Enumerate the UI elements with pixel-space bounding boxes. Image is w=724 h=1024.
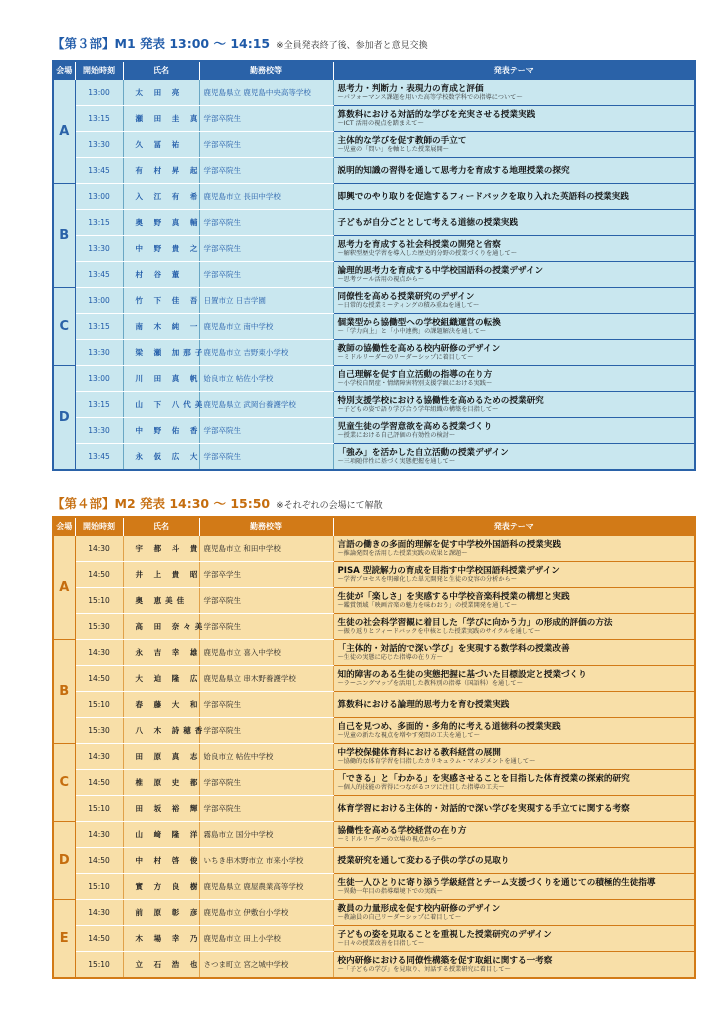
school-cell: 霧島市立 国分中学校	[199, 822, 333, 848]
table-row	[53, 314, 695, 340]
theme-subtitle: ～児童の「問い」を軸とした授業展開～	[337, 146, 449, 153]
theme-cell	[333, 822, 695, 848]
theme-title: 「強み」を活かした自立活動の授業デザイン	[337, 447, 509, 458]
table-row	[53, 236, 695, 262]
table-row	[53, 848, 695, 874]
name-cell: 中 野 貴 之	[123, 236, 199, 262]
school-cell: さつま町立 宮之城中学校	[199, 952, 333, 978]
header-name: 氏名	[123, 61, 199, 80]
header-time: 開始時刻	[75, 61, 123, 80]
theme-subtitle: ～ICT 活用の視点を踏まえて～	[337, 120, 424, 127]
table-row	[53, 262, 695, 288]
theme-title: 中学校保健体育科における教科経営の展開	[337, 748, 501, 758]
table-row	[53, 392, 695, 418]
name-cell: 南 木 純 一	[123, 314, 199, 340]
time-cell: 13:00	[75, 80, 123, 106]
theme-subtitle: ～児童の新たな視点を増やす発問の工夫を通して～	[337, 732, 480, 739]
theme-title: 同僚性を高める授業研究のデザイン	[337, 292, 475, 302]
theme-subtitle: ～異動一年目の指導環境下での実践～	[337, 888, 443, 895]
theme-subtitle: ～「子どもの学び」を見取り、対話する授業研究に着目して～	[337, 965, 511, 973]
time-cell: 14:50	[75, 666, 123, 692]
name-cell: 井 上 貴 昭	[123, 562, 199, 588]
theme-title: 授業研究を通して変わる子供の学びの見取り	[337, 855, 510, 866]
venue-cell: E	[53, 900, 75, 978]
theme-cell	[333, 366, 695, 392]
venue-cell: A	[53, 80, 75, 184]
name-cell: 入 江 有 希	[123, 184, 199, 210]
name-cell: 田 坂 裕 輝	[123, 796, 199, 822]
theme-subtitle: ～学習プロセスを明確化した単元開発と生徒の変容の分析から～	[337, 576, 517, 583]
name-cell: 宇 都 斗 貴	[123, 536, 199, 562]
header-school: 勤務校等	[199, 517, 333, 536]
theme-title: 教員の力量形成を促す校内研修のデザイン	[337, 904, 501, 914]
name-cell: 立 石 浩 也	[123, 952, 199, 978]
section4-table	[52, 516, 696, 979]
theme-cell	[333, 392, 695, 418]
header-theme: 発表テーマ	[333, 61, 695, 80]
theme-title: 算数科における論理的思考力を育む授業実践	[337, 699, 510, 710]
school-cell: 鹿児島市立 和田中学校	[199, 536, 333, 562]
school-cell: 学部卒院生	[199, 418, 333, 444]
theme-cell	[333, 236, 695, 262]
school-cell: 日置市立 日吉学園	[199, 288, 333, 314]
time-cell: 13:15	[75, 314, 123, 340]
venue-cell: D	[53, 366, 75, 470]
school-cell: 鹿児島市立 田上小学校	[199, 926, 333, 952]
section4-note: ※それぞれの会場にて解散	[276, 501, 383, 511]
theme-title: 自己理解を促す自立活動の指導の在り方	[337, 370, 493, 380]
school-cell: 姶良市立 帖佐中学校	[199, 744, 333, 770]
venue-cell: C	[53, 744, 75, 822]
name-cell: 高 田 奈々美	[123, 614, 199, 640]
name-cell: 春 藤 大 和	[123, 692, 199, 718]
theme-subtitle: ～振り返りとフィードバックを中核とした授業実践のサイクルを通して～	[337, 628, 541, 635]
school-cell: 鹿児島市立 喜入中学校	[199, 640, 333, 666]
theme-cell	[333, 926, 695, 952]
school-cell: 学部卒院生	[199, 718, 333, 744]
school-cell: 学部卒学生	[199, 562, 333, 588]
name-cell: 中 村 啓 俊	[123, 848, 199, 874]
theme-subtitle: ～個人的技能の習得につながるコツに注目した指導の工夫～	[337, 784, 505, 791]
time-cell: 14:30	[75, 640, 123, 666]
school-cell: 学部卒院生	[199, 106, 333, 132]
theme-subtitle: ～日々の授業改善を目指して～	[337, 940, 425, 947]
time-cell: 13:45	[75, 444, 123, 470]
name-cell: 山 﨑 隆 洋	[123, 822, 199, 848]
theme-title: 生徒が「楽しさ」を実感する中学校音楽科授業の構想と実践	[337, 592, 570, 602]
theme-title: 思考力・判断力・表現力の育成と評価	[337, 83, 484, 94]
theme-title: PISA 型読解力の育成を目指す中学校国語科授業デザイン	[337, 566, 560, 576]
name-cell: 前 原 彰 彦	[123, 900, 199, 926]
theme-title: 子どもが自分ごととして考える道徳の授業実践	[337, 217, 518, 228]
table-row	[53, 718, 695, 744]
time-cell: 15:10	[75, 874, 123, 900]
school-cell: 学部卒院生	[199, 236, 333, 262]
header-name: 氏名	[123, 517, 199, 536]
theme-subtitle: ～解釈型歴史学習を導入した歴史的分野の授業づくりを通して～	[337, 250, 517, 257]
table-row	[53, 926, 695, 952]
time-cell: 13:00	[75, 184, 123, 210]
section4-table-wrap	[52, 516, 696, 979]
school-cell: 鹿児島市立 長田中学校	[199, 184, 333, 210]
header-theme: 発表テーマ	[333, 517, 695, 536]
name-cell: 中 野 佑 香	[123, 418, 199, 444]
name-cell: 奥 恵美佳	[123, 588, 199, 614]
school-cell: 鹿児島県立 串木野養護学校	[199, 666, 333, 692]
section3-title: 【第３部】M1 発表 13:00 ～ 14:15 ※全員発表終了後、参加者と意見交換	[52, 36, 428, 51]
theme-cell	[333, 158, 695, 184]
theme-title: 教師の協働性を高める校内研修のデザイン	[337, 344, 501, 354]
theme-subtitle: ～子どもの姿で語り学び合う学年組織の構築を目指して～	[337, 406, 499, 413]
name-cell: 田 原 真 志	[123, 744, 199, 770]
time-cell: 13:30	[75, 418, 123, 444]
table-row	[53, 666, 695, 692]
school-cell: 鹿児島県立 鹿屋農業高等学校	[199, 874, 333, 900]
time-cell: 13:45	[75, 158, 123, 184]
name-cell: 太 田 亮	[123, 80, 199, 106]
name-cell: 椎 原 史 都	[123, 770, 199, 796]
theme-cell	[333, 874, 695, 900]
theme-cell	[333, 536, 695, 562]
header-time: 開始時刻	[75, 517, 123, 536]
table-row	[53, 952, 695, 978]
school-cell: 鹿児島県立 武岡台養護学校	[199, 392, 333, 418]
name-cell: 木 場 幸 乃	[123, 926, 199, 952]
table-row	[53, 106, 695, 132]
section3-table	[52, 60, 696, 471]
table-row	[53, 366, 695, 392]
table-row	[53, 288, 695, 314]
time-cell: 13:30	[75, 236, 123, 262]
theme-cell	[333, 288, 695, 314]
theme-cell	[333, 132, 695, 158]
time-cell: 15:30	[75, 614, 123, 640]
theme-cell	[333, 210, 695, 236]
time-cell: 15:10	[75, 952, 123, 978]
school-cell: 姶良市立 帖佐小学校	[199, 366, 333, 392]
theme-subtitle: ～思考ツール活用の視点から～	[337, 276, 425, 283]
theme-cell	[333, 640, 695, 666]
theme-title: 思考力を育成する社会科授業の開発と省察	[337, 240, 501, 250]
theme-subtitle: ～授業における自己評価の有効性の検討～	[337, 432, 456, 439]
name-cell: 久 冨 祐	[123, 132, 199, 158]
time-cell: 15:10	[75, 588, 123, 614]
name-cell: 永 吉 幸 雄	[123, 640, 199, 666]
theme-cell	[333, 340, 695, 366]
theme-subtitle: ～「学力向上」と「小中連携」の課題解決を通して～	[337, 328, 486, 335]
school-cell: 学部卒院生	[199, 692, 333, 718]
theme-title: 体育学習における主体的・対話的で深い学びを実現する手立てに関する考察	[337, 803, 630, 814]
theme-title: 自己を見つめ、多面的・多角的に考える道徳科の授業実践	[337, 722, 561, 732]
theme-subtitle: ～鑑賞領域「映画音楽の魅力を味わおう」の授業開発を通して～	[337, 602, 517, 609]
table-row	[53, 210, 695, 236]
school-cell: 鹿児島市立 伊敷台小学校	[199, 900, 333, 926]
table-row	[53, 796, 695, 822]
theme-title: 児童生徒の学習意欲を高める授業づくり	[337, 422, 493, 432]
theme-title: 知的障害のある生徒の実態把握に基づいた目標設定と授業づくり	[337, 670, 587, 680]
theme-cell	[333, 718, 695, 744]
table-row	[53, 822, 695, 848]
time-cell: 13:00	[75, 366, 123, 392]
table-row	[53, 692, 695, 718]
name-cell: 山 下 八代美	[123, 392, 199, 418]
name-cell: 村 谷 董	[123, 262, 199, 288]
time-cell: 14:50	[75, 926, 123, 952]
table-row	[53, 562, 695, 588]
theme-cell	[333, 562, 695, 588]
table-row	[53, 80, 695, 106]
theme-title: 「できる」と「わかる」を実感させることを目指した体育授業の探索的研究	[337, 774, 630, 784]
theme-cell	[333, 418, 695, 444]
theme-cell	[333, 666, 695, 692]
theme-cell	[333, 770, 695, 796]
school-cell: 学部卒院生	[199, 796, 333, 822]
table-row	[53, 132, 695, 158]
table-row	[53, 900, 695, 926]
theme-cell	[333, 80, 695, 106]
header-school: 勤務校等	[199, 61, 333, 80]
theme-title: 個業型から協働型への学校組織運営の転換	[337, 318, 501, 328]
name-cell: 永 仮 広 大	[123, 444, 199, 470]
name-cell: 梁 瀬 加那子	[123, 340, 199, 366]
time-cell: 13:45	[75, 262, 123, 288]
theme-cell	[333, 314, 695, 340]
table-row	[53, 158, 695, 184]
theme-subtitle: ～日常的な授業ミーティングの積み重ねを通して～	[337, 302, 480, 309]
theme-title: 特別支援学校における協働性を高めるための授業研究	[337, 396, 544, 406]
venue-cell: A	[53, 536, 75, 640]
theme-subtitle: ～生徒の実態に応じた指導の在り方～	[337, 654, 443, 661]
header-venue: 会場	[53, 61, 75, 80]
school-cell: いちき串木野市立 市来小学校	[199, 848, 333, 874]
time-cell: 13:15	[75, 210, 123, 236]
theme-title: 論理的思考力を育成する中学校国語科の授業デザイン	[337, 266, 544, 276]
time-cell: 14:50	[75, 562, 123, 588]
venue-cell: B	[53, 184, 75, 288]
venue-cell: B	[53, 640, 75, 744]
header-venue: 会場	[53, 517, 75, 536]
time-cell: 14:30	[75, 900, 123, 926]
theme-cell	[333, 848, 695, 874]
venue-cell: C	[53, 288, 75, 366]
theme-title: 協働性を高める学校経営の在り方	[337, 826, 467, 836]
section3-note: ※全員発表終了後、参加者と意見交換	[276, 41, 428, 51]
theme-subtitle: ～ミドルリーダーの立場の視点から～	[337, 836, 443, 843]
table-row	[53, 536, 695, 562]
school-cell: 学部卒院生	[199, 262, 333, 288]
theme-title: 算数科における対話的な学びを充実させる授業実践	[337, 110, 536, 120]
theme-subtitle: ～教諭員の自己リーダーシップに着目して～	[337, 914, 462, 921]
theme-subtitle: ～小学校自閉症・情緒障害特別支援学級における実践～	[337, 380, 493, 387]
theme-title: 言語の働きの多面的理解を促す中学校外国語科の授業実践	[337, 539, 561, 550]
theme-cell	[333, 588, 695, 614]
theme-subtitle: ～パフォーマンス課題を用いた高等学校数学科での指導について～	[337, 93, 523, 101]
theme-cell	[333, 262, 695, 288]
theme-title: 生徒一人ひとりに寄り添う学級経営とチーム支援づくりを通じての積極的生徒指導	[337, 878, 656, 888]
time-cell: 14:50	[75, 848, 123, 874]
table-row	[53, 614, 695, 640]
table-row	[53, 874, 695, 900]
theme-title: 主体的な学びを促す教師の手立て	[337, 136, 467, 146]
school-cell: 鹿児島市立 吉野東小学校	[199, 340, 333, 366]
theme-subtitle: ～ミドルリーダーのリーダーシップに着目して～	[337, 354, 474, 361]
time-cell: 15:30	[75, 718, 123, 744]
time-cell: 13:00	[75, 288, 123, 314]
theme-cell	[333, 614, 695, 640]
table-row	[53, 640, 695, 666]
theme-subtitle: ～三項随伴性に基づく実態把握を通して～	[337, 457, 456, 465]
school-cell: 学部卒院生	[199, 444, 333, 470]
theme-title: 「主体的・対話的で深い学び」を実現する数学科の授業改善	[337, 644, 570, 654]
time-cell: 13:30	[75, 132, 123, 158]
theme-title: 校内研修における同僚性構築を促す取組に関する一考察	[337, 955, 553, 966]
theme-subtitle: ～協働的な体育学習を目指したカリキュラム・マネジメントを通して～	[337, 758, 536, 765]
theme-cell	[333, 744, 695, 770]
name-cell: 奥 野 真 輔	[123, 210, 199, 236]
theme-cell	[333, 952, 695, 978]
theme-cell	[333, 692, 695, 718]
theme-title: 説明的知識の習得を通して思考力を育成する地理授業の探究	[337, 165, 570, 176]
school-cell: 学部卒院生	[199, 132, 333, 158]
theme-title: 子どもの姿を見取ることを重視した授業研究のデザイン	[337, 930, 552, 940]
table-row	[53, 184, 695, 210]
section4-title: 【第４部】M2 発表 14:30 ～ 15:50 ※それぞれの会場にて解散	[52, 496, 383, 511]
venue-cell: D	[53, 822, 75, 900]
theme-title: 即興でのやり取りを促進するフィードバックを取り入れた英語科の授業実践	[337, 191, 629, 202]
school-cell: 鹿児島県立 鹿児島中央高等学校	[199, 80, 333, 106]
section3-table-wrap	[52, 60, 696, 471]
table-row	[53, 418, 695, 444]
time-cell: 14:50	[75, 770, 123, 796]
time-cell: 14:30	[75, 822, 123, 848]
table-row	[53, 744, 695, 770]
theme-cell	[333, 900, 695, 926]
school-cell: 学部卒院生	[199, 158, 333, 184]
theme-cell	[333, 444, 695, 470]
name-cell: 川 田 真 帆	[123, 366, 199, 392]
name-cell: 竹 下 佳 吾	[123, 288, 199, 314]
theme-cell	[333, 106, 695, 132]
time-cell: 14:30	[75, 744, 123, 770]
theme-subtitle: ～ラーニングマップを活用した教科別の指導（国語科）を通して～	[337, 680, 523, 687]
name-cell: 瀬 田 圭 真	[123, 106, 199, 132]
time-cell: 15:10	[75, 796, 123, 822]
school-cell: 学部卒院生	[199, 770, 333, 796]
theme-subtitle: ～推論発問を活用した授業実践の成果と課題～	[337, 549, 468, 557]
table-row	[53, 340, 695, 366]
time-cell: 14:30	[75, 536, 123, 562]
time-cell: 13:15	[75, 392, 123, 418]
table-row	[53, 588, 695, 614]
name-cell: 八 木 詩穂香	[123, 718, 199, 744]
name-cell: 有 村 昇 起	[123, 158, 199, 184]
table-row	[53, 444, 695, 470]
time-cell: 13:15	[75, 106, 123, 132]
time-cell: 15:10	[75, 692, 123, 718]
school-cell: 学部卒院生	[199, 614, 333, 640]
name-cell: 大 迫 隆 広	[123, 666, 199, 692]
time-cell: 13:30	[75, 340, 123, 366]
theme-cell	[333, 796, 695, 822]
theme-cell	[333, 184, 695, 210]
table-row	[53, 770, 695, 796]
school-cell: 鹿児島市立 南中学校	[199, 314, 333, 340]
school-cell: 学部卒院生	[199, 588, 333, 614]
theme-title: 生徒の社会科学習観に着目した「学びに向かう力」の形成的評価の方法	[337, 618, 613, 628]
name-cell: 實 方 良 樹	[123, 874, 199, 900]
school-cell: 学部卒院生	[199, 210, 333, 236]
